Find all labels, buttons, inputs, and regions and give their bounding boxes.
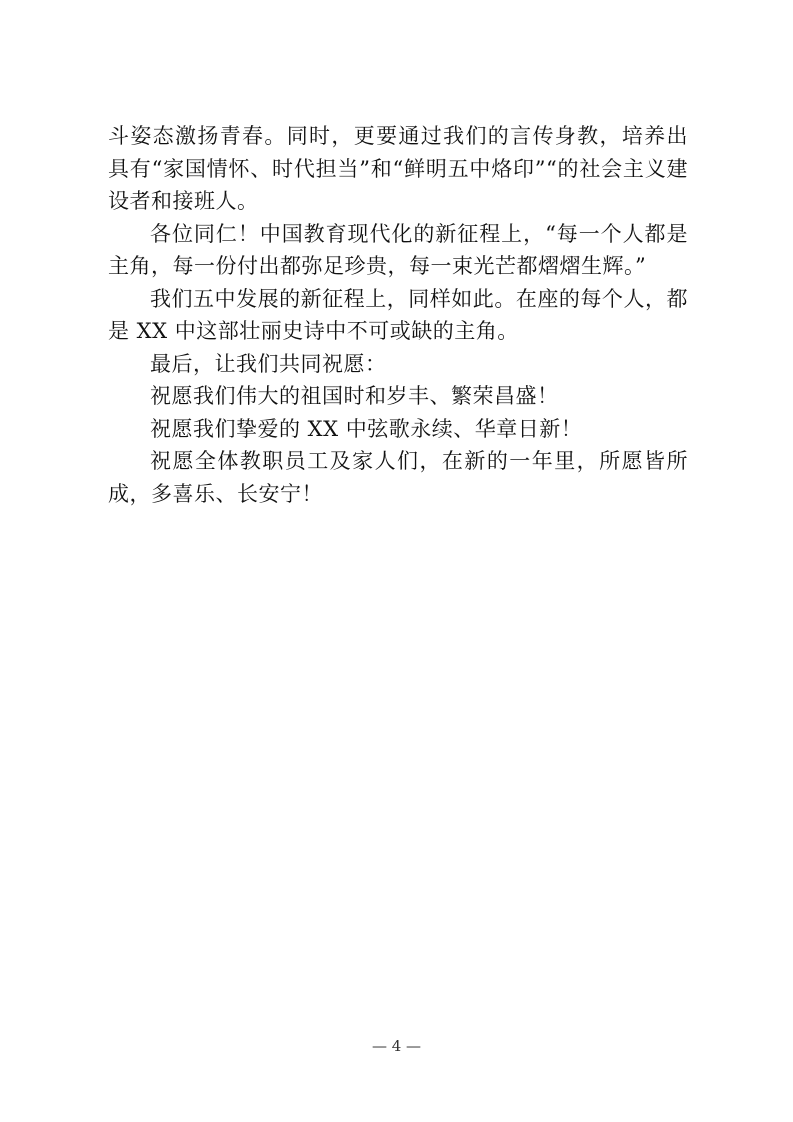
paragraph-closing-intro: 最后，让我们共同祝愿： bbox=[150, 351, 387, 376]
paragraph-wish-school: 祝愿我们挚爱的 XX 中弦歌永续、华章日新！ bbox=[150, 416, 583, 441]
paragraph-school-journey: 我们五中发展的新征程上，同样如此。在座的每个人，都是 XX 中这部壮丽史诗中不可或缺的主角。 bbox=[108, 286, 688, 343]
page-number: — 4 — bbox=[371, 1037, 422, 1055]
document-body bbox=[108, 120, 688, 510]
paragraph-wish-staff: 祝愿全体教职员工及家人们，在新的一年里，所愿皆所成，多喜乐、长安宁！ bbox=[108, 449, 688, 506]
paragraph-colleagues: 各位同仁！中国教育现代化的新征程上，“每一个人都是主角，每一份付出都弥足珍贵，每一束光芒都熠熠生辉。” bbox=[108, 221, 688, 278]
paragraph-wish-country: 祝愿我们伟大的祖国时和岁丰、繁荣昌盛！ bbox=[150, 384, 559, 408]
paragraph-continuation: 斗姿态激扬青春。同时，更要通过我们的言传身教，培养出具有“家国情怀、时代担当”和“鲜明五中烙印”“的社会主义建设者和接班人。 bbox=[108, 124, 688, 213]
